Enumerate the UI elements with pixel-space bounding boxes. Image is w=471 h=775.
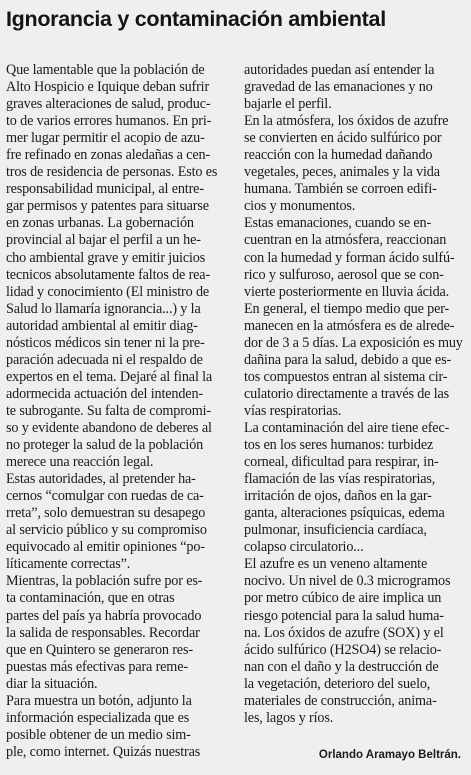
text-line: tros de residencia de personas. Esto es [6, 164, 218, 181]
text-line: humana. También se corroen edifi- [244, 181, 437, 198]
paragraph [244, 556, 466, 726]
text-line: graves alteraciones de salud, produc- [6, 96, 211, 113]
text-line: la vegetación, deterioro del suelo, [244, 675, 431, 692]
text-line: Para muestra un botón, adjunto la [6, 692, 192, 709]
headline: Ignorancia y contaminación ambiental [6, 7, 386, 31]
text-line: ple, como internet. Quizás nuestras [6, 743, 201, 760]
text-line: al servicio público y su compromiso [6, 522, 207, 539]
text-line: tecnicos absolutamente faltos de rea- [6, 266, 211, 283]
text-line: pulmonar, insuficiencia cardíaca, [244, 522, 427, 539]
text-line: rico y sulfuroso, aerosol que se con- [244, 266, 444, 283]
text-line: materiales de construcción, anima- [244, 692, 437, 709]
text-line: to de varios errores humanos. En pri- [6, 113, 212, 130]
text-line: bajarle el perfil. [244, 96, 332, 113]
text-line: posible obtener de un medio sim- [6, 726, 191, 743]
text-line: diar la situación. [6, 675, 98, 692]
text-line: autoridad ambiental al emitir diag- [6, 317, 198, 334]
text-line: vierte posteriormente en lluvia ácida. [244, 283, 450, 300]
text-line: tos compuestos entran al sistema cir- [244, 368, 448, 385]
text-line: nan con el daño y la destrucción de [244, 658, 439, 675]
text-line: la salida de responsables. Recordar [6, 624, 200, 641]
text-line: so y evidente abandono de deberes al [6, 419, 212, 436]
text-line: líticamente correctas”. [6, 556, 131, 573]
text-line: En la atmósfera, los óxidos de azufre [244, 113, 449, 130]
text-line: na. Los óxidos de azufre (SOX) y el [244, 624, 444, 641]
right-column [244, 62, 466, 727]
text-line: expertos en el tema. Dejaré al final la [6, 368, 213, 385]
text-line: provincial al bajar el perfil a un he- [6, 232, 201, 249]
text-line: adormecida actuación del intenden- [6, 385, 203, 402]
text-line: gar permisos y patentes para situarse [6, 198, 209, 215]
text-line: flamación de las vías respiratorias, [244, 471, 436, 488]
text-line: ganta, alteraciones psíquicas, edema [244, 505, 445, 522]
text-line: te subrogante. Su falta de compromi- [6, 402, 211, 419]
text-line: reacción con la humedad dañando [244, 147, 433, 164]
text-line: les, lagos y ríos. [244, 709, 334, 726]
text-line: Alto Hospicio e Iquique deban sufrir [6, 79, 210, 96]
text-line: dor de 3 a 5 días. La exposición es muy [244, 334, 463, 351]
text-line: información especializada que es [6, 709, 190, 726]
text-line: irritación de ojos, daños en la gar- [244, 488, 432, 505]
text-line: La contaminación del aire tiene efec- [244, 419, 450, 436]
text-line: lidad y conocimiento (El ministro de [6, 283, 210, 300]
paragraph [244, 215, 466, 300]
text-line: dañina para la salud, debido a que es- [244, 351, 452, 368]
text-line: culatorio directamente a través de las [244, 385, 450, 402]
text-line: manecen en la atmósfera es de alrede- [244, 317, 455, 334]
text-line: ta contaminación, que en otras [6, 590, 175, 607]
text-line: Que lamentable que la población de [6, 62, 205, 78]
text-line: cho ambiental grave y emitir juicios [6, 249, 206, 266]
text-line: riesgo potencial para la salud huma- [244, 607, 444, 624]
text-line: vegetales, peces, animales y la vida [244, 164, 440, 181]
text-line: nocivo. Un nivel de 0.3 microgramos [244, 573, 451, 590]
paragraph [6, 471, 238, 573]
text-line: cuentran en la atmósfera, reaccionan [244, 232, 447, 249]
text-line: Mientras, la población sufre por es- [6, 573, 203, 590]
text-line: por metro cúbico de aire implica un [244, 590, 442, 607]
text-line: gravedad de las emanaciones y no [244, 79, 433, 96]
text-line: tos en los seres humanos: turbidez [244, 437, 434, 454]
paragraph [6, 693, 238, 761]
text-line: equivocado al emitir opiniones “po- [6, 539, 205, 556]
text-line: En general, el tiempo medio que per- [244, 300, 450, 317]
text-line: ácido sulfúrico (H2SO4) se relacio- [244, 641, 442, 658]
left-column [6, 62, 238, 761]
author-signature: Orlando Aramayo Beltrán. [318, 749, 461, 761]
text-line: que en Quintero se generaron res- [6, 641, 193, 658]
text-line: corneal, dificultad para respirar, in- [244, 454, 439, 471]
text-line: se convierten en ácido sulfúrico por [244, 130, 442, 147]
text-line: rreta”, solo demuestran su desapego [6, 505, 206, 522]
text-line: puestas más efectivas para reme- [6, 658, 188, 675]
paragraph [244, 420, 466, 556]
text-line: mer lugar permitir el acopio de azu- [6, 130, 205, 147]
text-line: Salud lo llamaría ignorancia...) y la [6, 300, 201, 317]
text-line: vías respiratorias. [244, 402, 342, 419]
text-line: partes del país ya habría provocado [6, 607, 202, 624]
text-line: responsabilidad municipal, al entre- [6, 181, 204, 198]
paragraph [244, 113, 466, 215]
text-line: colapso circulatorio... [244, 539, 364, 556]
text-line: no proteger la salud de la población [6, 437, 204, 454]
text-line: merece una reacción legal. [6, 454, 154, 471]
text-line: cios y monumentos. [244, 198, 356, 215]
paragraph [244, 301, 466, 420]
paragraph [6, 573, 238, 692]
text-line: con la humedad y forman ácido sulfú- [244, 249, 455, 266]
text-line: en zonas urbanas. La gobernación [6, 215, 194, 232]
text-line: fre refinado en zonas aledañas a cen- [6, 147, 210, 164]
paragraph [6, 62, 238, 471]
text-line: cernos “comulgar con ruedas de ca- [6, 488, 204, 505]
text-line: El azufre es un veneno altamente [244, 556, 428, 573]
text-line: autoridades puedan así entender la [244, 62, 435, 78]
text-line: nósticos médicos sin tener ni la pre- [6, 334, 205, 351]
paragraph [244, 62, 466, 113]
text-line: paración adecuada ni el respaldo de [6, 351, 203, 368]
text-line: Estas autoridades, al pretender ha- [6, 471, 196, 488]
text-line: Estas emanaciones, cuando se en- [244, 215, 432, 232]
